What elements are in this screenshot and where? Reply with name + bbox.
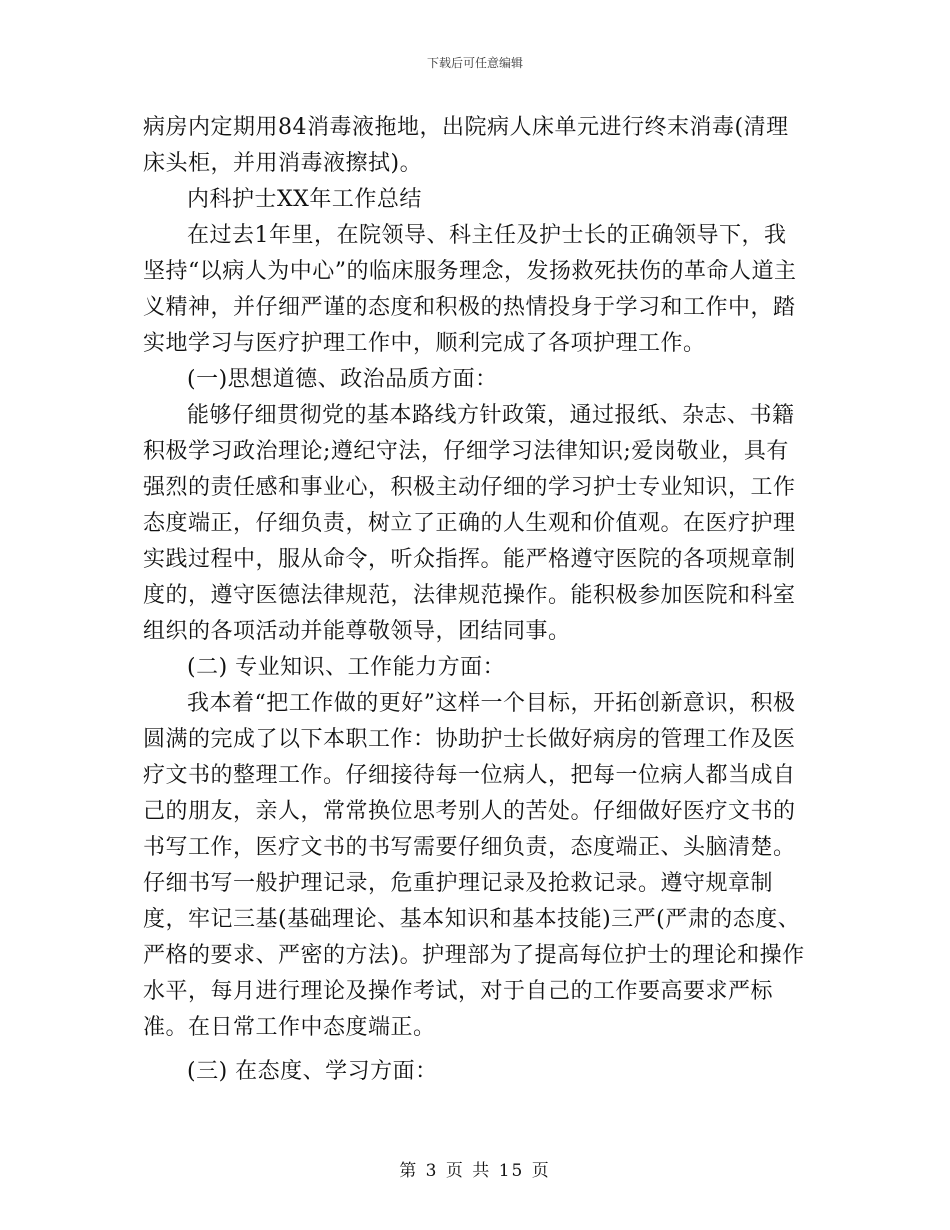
heading-professional: (二) 专业知识、工作能力方面： — [187, 655, 506, 680]
paragraph-disinfection: 病房内定期用84消毒液拖地，出院病人床单元进行终末消毒(清理床头柜，并用消毒液擦拭)。 — [143, 115, 789, 176]
page-number: 第 3 页 共 15 页 — [399, 1161, 551, 1181]
document-body — [143, 110, 808, 1090]
paragraph-ideology: 能够仔细贯彻党的基本路线方针政策，通过报纸、杂志、书籍积极学习政治理论;遵纪守法，仔细学习法律知识;爱岗敬业，具有强烈的责任感和事业心，积极主动仔细的学习护士专业知识，工作态度端正，仔细负责，树立了正确的人生观和价值观。在医疗护理实践过程中，服从命令，听众指挥。能严格遵守医院的各项规章制度的，遵守医德法律规范，法律规范操作。能积极参加医院和科室组织的各项活动并能尊敬领导，团结同事。 — [143, 403, 796, 644]
paragraph-professional: 我本着“把工作做的更好”这样一个目标，开拓创新意识，积极圆满的完成了以下本职工作：协助护士长做好病房的管理工作及医疗文书的整理工作。仔细接待每一位病人，把每一位病人都当成自己的朋友，亲人，常常换位思考别人的苦处。仔细做好医疗文书的书写工作，医疗文书的书写需要仔细负责，态度端正、头脑清楚。仔细书写一般护理记录，危重护理记录及抢救记录。遵守规章制度，牢记三基(基础理论、基本知识和基本技能)三严(严肃的态度、严格的要求、严密的方法)。护理部为了提高每位护士的理论和操作水平，每月进行理论及操作考试，对于自己的工作要高要求严标准。在日常工作中态度端正。 — [143, 691, 805, 1040]
section-title: 内科护士XX年工作总结 — [187, 187, 422, 212]
paragraph-intro: 在过去1年里，在院领导、科主任及护士长的正确领导下，我坚持“以病人为中心”的临床服务理念，发扬救死扶伤的革命人道主义精神，并仔细严谨的态度和积极的热情投身于学习和工作中，踏实地学习与医疗护理工作中，顺利完成了各项护理工作。 — [143, 223, 797, 356]
page-header-note: 下载后可任意编辑 — [426, 56, 523, 70]
heading-attitude: (三) 在态度、学习方面： — [187, 1059, 438, 1084]
heading-ideology: (一)思想道德、政治品质方面： — [187, 367, 498, 392]
